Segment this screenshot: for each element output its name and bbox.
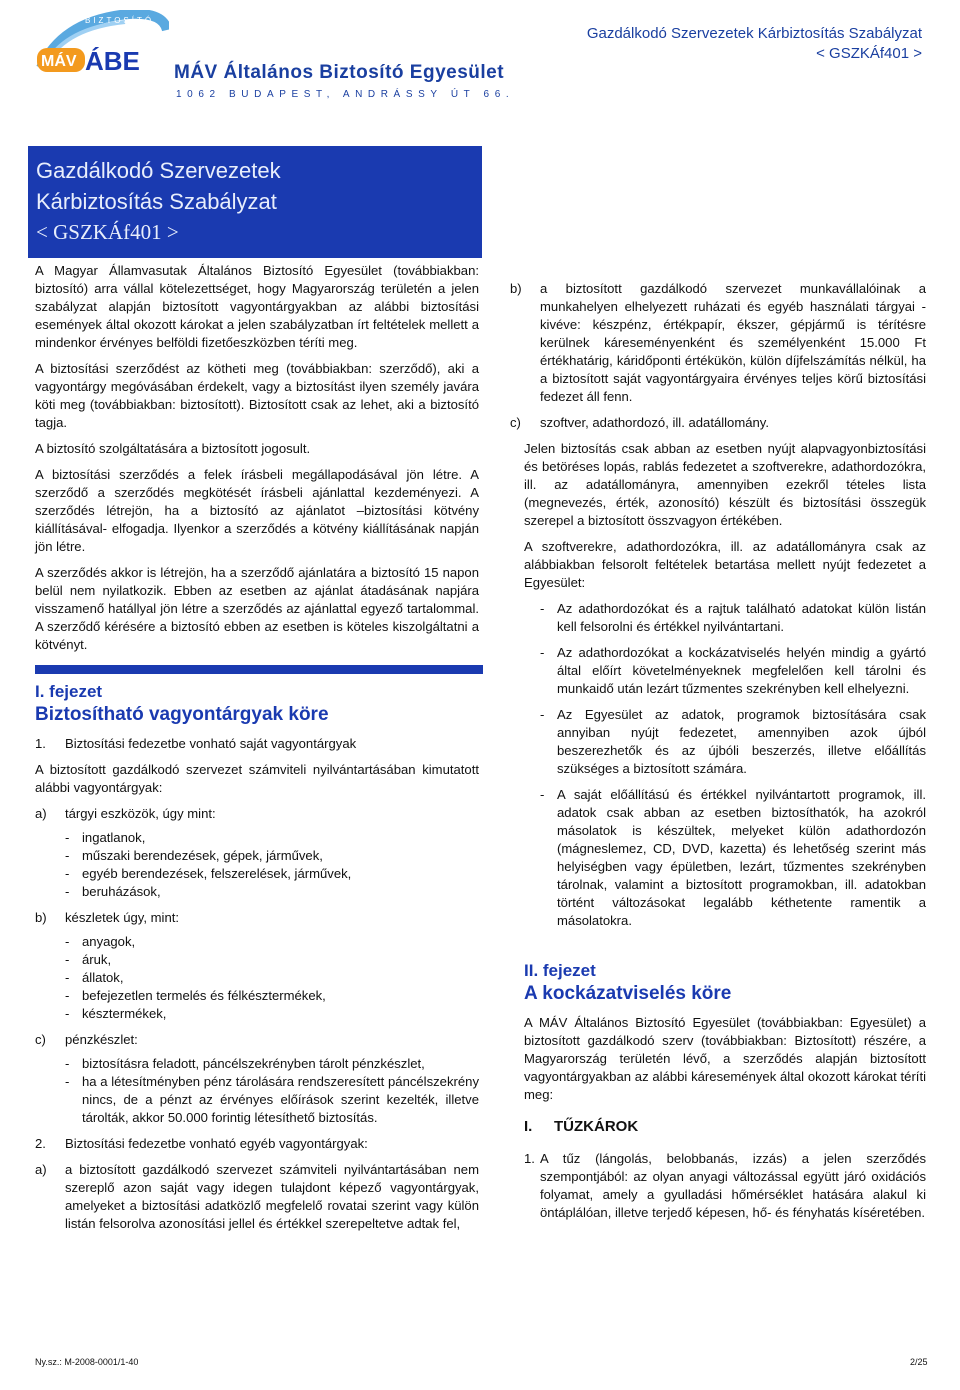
section-2-title: Biztosítási fedezetbe vonható egyéb vagyontárgyak: — [65, 1136, 368, 1151]
contract-paragraph: A biztosítási szerződést az kötheti meg (továbbiakban: szerződő), aki a vagyontárgy megóvásában érdekelt, vagy a biztosítást ilyen személy javára köti meg (továbbiakban: biztosított). Biztosított csak az lehet, aki a biztosító tagja. — [35, 361, 479, 430]
section-divider — [35, 665, 483, 674]
item-a-text: tárgyi eszközök, úgy mint: — [65, 806, 216, 821]
document-header-name: Gazdálkodó Szervezetek Kárbiztosítás Szabályzat — [586, 25, 922, 42]
list-item: - Az Egyesület az adatok, programok biztosítására csak annyiban nyújt fedezetet, amennyiben azok újból beszerezhetők és az újbóli beszerzés, illetve előállítás szükséges a biztosított számára. — [540, 707, 926, 776]
section-2-item-a-label: a) — [35, 1162, 47, 1177]
chapter-2-number: II. fejezet — [524, 961, 596, 980]
item-b — [35, 909, 479, 927]
section-1-intro: A biztosított gazdálkodó szervezet számviteli nyilvántartásában kimutatott alábbi vagyontárgyak: — [35, 762, 479, 795]
banner-code: < GSZKÁf401 > — [36, 220, 179, 244]
fire-section-title: TŰZKÁROK — [554, 1118, 639, 1135]
footer-registration-number: Ny.sz.: M-2008-0001/1-40 — [35, 1357, 139, 1367]
coverage-scope-paragraph: A MÁV Általános Biztosító Egyesület (továbbiakban: Egyesület) a biztosított gazdálkodó szerv (továbbiakban: Biztosított) részére, a Magyarország területén lévő, a szerződés alapján biztosított vagyontárgyakban az alábbi káresemények által okozott károkat téríti meg: — [524, 1015, 926, 1102]
page-header — [0, 0, 960, 110]
company-address: 1062 BUDAPEST, ANDRÁSSY ÚT 66. — [176, 89, 515, 100]
section-2-heading — [35, 1135, 479, 1153]
item-c-label: c) — [35, 1032, 46, 1047]
item-c-software — [510, 414, 926, 432]
left-column — [35, 262, 479, 1233]
list-item: - áruk, — [65, 952, 112, 967]
chapter-1-title: Biztosítható vagyontárgyak köre — [35, 704, 329, 725]
list-item: - egyéb berendezések, felszerelések, járművek, — [65, 866, 352, 881]
mav-abe-logo — [33, 10, 169, 92]
list-item: - késztermékek, — [65, 1006, 167, 1021]
list-item: - Az adathordozókat és a rajtuk található adatokat külön listán kell felsorolni és értékkel nyilvántartani. — [540, 601, 926, 634]
section-1-title: Biztosítási fedezetbe vonható saját vagyontárgyak — [65, 736, 357, 751]
item-label: b) — [510, 281, 522, 296]
list-item: - ingatlanok, — [65, 830, 146, 845]
item-b-label: b) — [35, 910, 47, 925]
item-text: szoftver, adathordozó, ill. adatállomány. — [540, 415, 770, 430]
list-item: - befejezetlen termelés és félkésztermékek, — [65, 988, 326, 1003]
item-b-text: készletek úgy, mint: — [65, 910, 180, 925]
right-column — [510, 280, 926, 1222]
item-a — [35, 805, 479, 823]
fire-definition-number: 1. — [524, 1151, 535, 1166]
item-label: c) — [510, 415, 521, 430]
title-banner — [28, 146, 482, 258]
item-c-text: pénzkészlet: — [65, 1032, 138, 1047]
implied-acceptance-paragraph: A szerződés akkor is létrejön, ha a szerződő ajánlatára a biztosító 15 napon belül nem nyilatkozik. Ebben az esetben az ajánlat átadásának napjára visszamenő hatállyal jön létre a szerződés az ajánlattal egyező tartalommal. A szerződő kérésére a biztosító ebben az esetben is köteles kiszolgáltatni a kötvényt. — [35, 565, 479, 652]
intro-paragraph: A Magyar Államvasutak Általános Biztosító Egyesület (továbbiakban: biztosító) arra vállal kötelezettséget, hogy Magyarország területén a jelen szabályzat alapján biztosított vagyontárgyakban az alábbi biztosítási események által okozott károkat a jelen szabályzatban írt feltételek mellett a mindenkor érvényes belföldi fizetőeszközben téríti meg. — [35, 263, 479, 350]
chapter-1-number: I. fejezet — [35, 682, 103, 701]
section-2-item-a — [35, 1161, 479, 1233]
list-item: - anyagok, — [65, 934, 136, 949]
svg-text:MÁV: MÁV — [41, 53, 77, 70]
banner-line-2: Kárbiztosítás Szabályzat — [36, 189, 277, 214]
svg-text:ÁBE: ÁBE — [85, 46, 140, 76]
list-item: - ha a létesítményben pénz tárolására rendszeresített páncélszekrény nincs, de a pénzt az érvényes előírások szerint kezelték, illetve tárolták, akkor 50.000 forintig létesíthető biztosítás. — [65, 1074, 479, 1125]
item-text: a biztosított gazdálkodó szervezet munkavállalóinak a munkahelyen elhelyezett ruházati és egyéb használati tárgyai - kivéve: készpénz, értékpapír, ékszer, gépjármű is térítésre kerülnek káreseményenként és személyenként 15.000 Ft értékhatárig, káridőponti értékükön, külön díjfelszámítás nélkül, ha a biztosított saját vagyontárgyaira érvényes teljes körű biztosítási fedezet áll fenn. — [540, 281, 926, 404]
list-item: - műszaki berendezések, gépek, járművek, — [65, 848, 323, 863]
banner-line-1: Gazdálkodó Szervezetek — [36, 158, 281, 183]
list-item: - állatok, — [65, 970, 124, 985]
document-header-code: < GSZKÁf401 > — [816, 45, 922, 62]
fire-section-number: I. — [524, 1118, 533, 1135]
item-a-label: a) — [35, 806, 47, 821]
item-c — [35, 1031, 479, 1049]
fire-section-heading — [524, 1118, 926, 1136]
svg-text:BIZTOSÍTÓ: BIZTOSÍTÓ — [85, 16, 155, 25]
list-item: - A saját előállítású és értékkel nyilvántartott programok, ill. adatok csak abban az esetben biztosíthatók, ha azokról másolatok is készültek, melyeket külön adathordozón (mágneslemez, CD, DVD, kazetta) és lehetőség szerint más helyiségben vagy épületben, lezárt, tűzmentes szekrényben tárolnak, valamint a biztosított programokban, ill. adatokban történt változásokat legalább kéthetente ramentik a másolatokra. — [540, 787, 926, 928]
footer-page-number: 2/25 — [910, 1357, 928, 1367]
list-item: - Az adathordozókat a kockázatviselés helyén mindig a gyártó által előírt követelményeknek megfelelően kell tárolni és munkaidő után lezárt tűzmentes szekrényben kell elhelyezni. — [540, 645, 926, 696]
beneficiary-paragraph: A biztosító szolgáltatására a biztosított jogosult. — [35, 441, 311, 456]
contract-formation-paragraph: A biztosítási szerződés a felek írásbeli megállapodásával jön létre. A szerződő a szerződés megkötését írásbeli ajánlattal kezdeményezi. A szerződés létrejön, ha a biztosító az ajánlatot –biztosítási kötvény kiállításával- elfogadja. Ilyenkor a szerződés a kötvény kiállításának napján jön létre. — [35, 467, 479, 554]
item-b-employee-belongings — [510, 280, 926, 406]
section-2-number: 2. — [35, 1136, 46, 1151]
list-item: - beruházások, — [65, 884, 161, 899]
fire-definition-text: A tűz (lángolás, belobbanás, izzás) a jelen szerződés szempontjából: az olyan anyagi változással együtt járó oxidációs folyamat, amely a gyulladási hőmérséklet hatására alakul ki öntáplálóan, illetve terjedő képesen, hő- és fényhatás kíséretében. — [540, 1151, 926, 1220]
chapter-2-title: A kockázatviselés köre — [524, 983, 732, 1004]
list-item: - biztosításra feladott, páncélszekrényben tárolt pénzkészlet, — [65, 1056, 425, 1071]
fire-definition — [524, 1150, 926, 1222]
software-conditions-paragraph: A szoftverekre, adathordozókra, ill. az adatállományra csak az alábbiakban felsorolt feltételek betartása mellett nyújt fedezetet a Egyesület: — [524, 539, 926, 590]
document-header-title — [587, 24, 922, 64]
section-1-number: 1. — [35, 736, 46, 751]
section-2-item-a-text: a biztosított gazdálkodó szervezet számviteli nyilvántartásában nem szereplő azon saját vagy idegen tulajdont képező vagyontárgyak, amelyeket a biztosítási adatközlő megfelelő rovatai szerint vagy külön listán felsorolva azonosítási jellel és értékkel szerepeltetve adtak fel, — [65, 1162, 479, 1231]
software-coverage-paragraph: Jelen biztosítás csak abban az esetben nyújt alapvagyonbiztosítási és betöréses lopás, rablás fedezetet a szoftverekre, adathordozókra, ill. az adatállományra, amennyiben ezekről tételes lista (megnevezés, érték, azonosító) készült és biztosítási összegük szerepel a biztosított összvagyon értékében. — [524, 441, 926, 528]
company-name: MÁV Általános Biztosító Egyesület — [174, 62, 505, 83]
section-1-heading — [35, 735, 479, 753]
